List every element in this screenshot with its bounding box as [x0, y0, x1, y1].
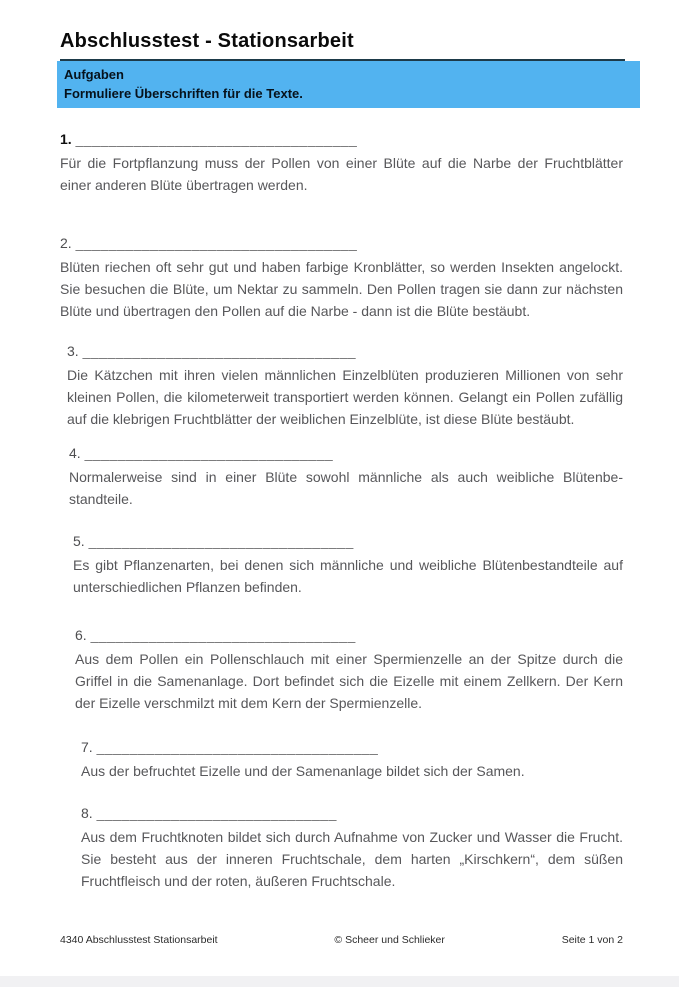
page-footer: [60, 934, 623, 947]
list-item-3: [67, 340, 623, 430]
list-item-4: [69, 442, 623, 510]
list-item-6: [75, 624, 623, 714]
list-item-7: [81, 736, 623, 782]
item-number: 1.: [60, 131, 72, 147]
page-bottom-edge: [0, 976, 679, 987]
item-number-line: [81, 802, 623, 824]
blank-line: ________________________________: [88, 533, 354, 549]
item-number-line: [81, 736, 623, 758]
item-list: [60, 128, 623, 892]
item-number: 4.: [69, 445, 81, 461]
item-number: 6.: [75, 627, 87, 643]
page-title: Abschlusstest - Stationsarbeit: [60, 30, 354, 52]
footer-copyright: © Scheer und Schlieker: [334, 934, 445, 946]
blank-line: ______________________________: [84, 445, 334, 461]
item-text: Es gibt Pflanzenarten, bei denen sich männliche und weibliche Blütenbestandteile auf unterschiedlichen Pflanzen befinden.: [73, 557, 623, 595]
list-item-8: [81, 802, 623, 892]
item-text: Aus dem Fruchtknoten bildet sich durch Aufnahme von Zucker und Wasser die Frucht. Sie besteht aus der inneren Fruchtschale, dem harten „Kirschkern“, dem süßen Fruchtfleisch und der roten, äußeren Fruchtschale.: [81, 829, 623, 889]
item-text: Die Kätzchen mit ihren vielen männlichen Einzelblüten produzieren Millionen von sehr kleinen Pollen, die kilometerweit transportiert werden können. Gelangt ein Pollen zufällig auf die klebrigen Fruchtblätter der weiblichen Einzelblüte, ist diese Blüte bestäubt.: [67, 367, 623, 427]
item-number-line: [73, 530, 623, 552]
item-number-line: [60, 232, 623, 254]
item-number-line: [67, 340, 623, 362]
footer-page-number: Seite 1 von 2: [561, 934, 623, 946]
blank-line: __________________________________: [75, 235, 358, 251]
list-item-1: [60, 128, 623, 196]
list-item-2: [60, 232, 623, 322]
item-number: 7.: [81, 739, 93, 755]
item-number: 3.: [67, 343, 79, 359]
item-number-line: [75, 624, 623, 646]
blank-line: __________________________________: [75, 131, 358, 147]
item-number: 2.: [60, 235, 72, 251]
task-instruction: Formuliere Überschriften für die Texte.: [64, 86, 303, 101]
item-text: Normalerweise sind in einer Blüte sowohl männliche als auch weibliche Blütenbestandteile.: [69, 469, 623, 507]
blank-line: __________________________________: [96, 739, 379, 755]
task-box: [57, 61, 640, 108]
item-number: 5.: [73, 533, 85, 549]
item-number: 8.: [81, 805, 93, 821]
item-text: Für die Fortpflanzung muss der Pollen von einer Blüte auf die Narbe der Fruchtblätter einer anderen Blüte übertragen werden.: [60, 155, 623, 193]
item-text: Blüten riechen oft sehr gut und haben farbige Kronblätter, so werden Insekten angelockt. Sie besuchen die Blüte, um Nektar zu sammeln. Den Pollen tragen sie dann zur nächsten Blüte und übertragen den Pollen auf die Narbe - dann ist die Blüte bestäubt.: [60, 259, 623, 319]
item-text: Aus dem Pollen ein Pollenschlauch mit einer Spermienzelle an der Spitze durch die Griffel in die Samenanlage. Dort befindet sich die Eizelle mit einem Zellkern. Der Kern der Eizelle verschmilzt mit dem Kern der Spermienzelle.: [75, 651, 623, 711]
blank-line: _________________________________: [82, 343, 357, 359]
list-item-5: [73, 530, 623, 598]
task-heading: Aufgaben: [64, 67, 124, 82]
item-number-line: [60, 128, 623, 150]
blank-line: _____________________________: [96, 805, 337, 821]
footer-document-id: 4340 Abschlusstest Stationsarbeit: [60, 934, 218, 946]
blank-line: ________________________________: [90, 627, 356, 643]
item-text: Aus der befruchtet Eizelle und der Samenanlage bildet sich der Samen.: [81, 763, 525, 779]
item-number-line: [69, 442, 623, 464]
